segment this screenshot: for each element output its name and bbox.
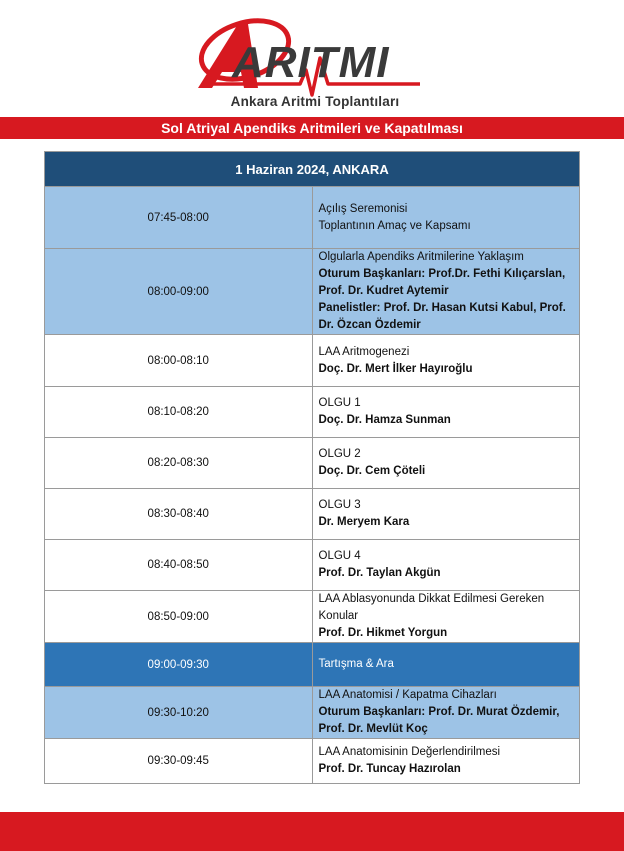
session-details bbox=[312, 387, 580, 438]
session-details bbox=[312, 489, 580, 540]
session-topic: Olgularla Apendiks Aritmilerine Yaklaşım bbox=[318, 251, 524, 263]
session-details bbox=[312, 687, 580, 739]
session-details bbox=[312, 739, 580, 784]
schedule-row bbox=[45, 387, 580, 438]
session-speaker: Prof. Dr. Tuncay Hazırolan bbox=[318, 763, 461, 775]
schedule-row bbox=[45, 540, 580, 591]
session-details bbox=[312, 540, 580, 591]
session-time: 08:50-09:00 bbox=[45, 591, 313, 643]
schedule-row bbox=[45, 739, 580, 784]
session-speaker: Oturum Başkanları: Prof. Dr. Murat Özdemir, Prof. Dr. Mevlüt Koç bbox=[318, 706, 560, 735]
session-speaker: Doç. Dr. Cem Çöteli bbox=[318, 465, 426, 477]
schedule-row bbox=[45, 187, 580, 249]
session-details bbox=[312, 438, 580, 489]
session-topic: LAA Ablasyonunda Dikkat Edilmesi Gereken Konular bbox=[318, 593, 545, 622]
session-time: 09:30-10:20 bbox=[45, 687, 313, 739]
session-topic: Toplantının Amaç ve Kapsamı bbox=[318, 219, 471, 232]
session-topic: OLGU 1 bbox=[318, 397, 361, 409]
schedule-row bbox=[45, 438, 580, 489]
schedule-row bbox=[45, 643, 580, 687]
session-time: 09:30-09:45 bbox=[45, 739, 313, 784]
schedule-header-row bbox=[45, 152, 580, 187]
schedule-row bbox=[45, 335, 580, 387]
session-topic: OLGU 4 bbox=[318, 550, 361, 562]
schedule-row bbox=[45, 249, 580, 335]
schedule-table bbox=[44, 151, 580, 784]
schedule-row bbox=[45, 591, 580, 643]
logo-subtitle: Ankara Aritmi Toplantıları bbox=[230, 94, 400, 109]
session-topic: LAA Anatomisinin Değerlendirilmesi bbox=[318, 746, 501, 758]
session-time: 08:00-08:10 bbox=[45, 335, 313, 387]
session-time: 09:00-09:30 bbox=[45, 643, 313, 687]
session-time: 08:40-08:50 bbox=[45, 540, 313, 591]
session-topic: Açılış Seremonisi bbox=[318, 202, 408, 215]
session-topic: OLGU 3 bbox=[318, 499, 361, 511]
session-details bbox=[312, 249, 580, 335]
session-time: 08:00-09:00 bbox=[45, 249, 313, 335]
session-speaker: Prof. Dr. Taylan Akgün bbox=[318, 567, 441, 579]
session-time: 08:10-08:20 bbox=[45, 387, 313, 438]
session-time: 08:30-08:40 bbox=[45, 489, 313, 540]
session-speaker: Prof. Dr. Hikmet Yorgun bbox=[318, 627, 448, 639]
session-details bbox=[312, 591, 580, 643]
session-topic: LAA Aritmogenezi bbox=[318, 345, 410, 358]
bottom-banner bbox=[0, 812, 624, 851]
session-speaker: Dr. Meryem Kara bbox=[318, 516, 410, 528]
session-details bbox=[312, 335, 580, 387]
session-speaker: Panelistler: Prof. Dr. Hasan Kutsi Kabul, Prof. Dr. Özcan Özdemir bbox=[318, 302, 566, 331]
schedule-date-header: 1 Haziran 2024, ANKARA bbox=[45, 152, 580, 187]
session-topic: LAA Anatomisi / Kapatma Cihazları bbox=[318, 689, 497, 701]
logo bbox=[0, 0, 624, 115]
session-time: 07:45-08:00 bbox=[45, 187, 313, 249]
session-topic: Tartışma & Ara bbox=[318, 658, 394, 670]
session-speaker: Doç. Dr. Hamza Sunman bbox=[318, 414, 451, 426]
schedule-row bbox=[45, 489, 580, 540]
session-speaker: Doç. Dr. Mert İlker Hayıroğlu bbox=[318, 362, 473, 375]
logo-wordmark: ARITMI bbox=[232, 38, 390, 87]
session-speaker: Oturum Başkanları: Prof.Dr. Fethi Kılıçarslan, Prof. Dr. Kudret Aytemir bbox=[318, 268, 566, 297]
schedule-row bbox=[45, 687, 580, 739]
session-details bbox=[312, 643, 580, 687]
session-topic: OLGU 2 bbox=[318, 448, 361, 460]
session-time: 08:20-08:30 bbox=[45, 438, 313, 489]
event-title-banner bbox=[0, 117, 624, 139]
event-title: Sol Atriyal Apendiks Aritmileri ve Kapatılması bbox=[161, 120, 463, 136]
session-details bbox=[312, 187, 580, 249]
